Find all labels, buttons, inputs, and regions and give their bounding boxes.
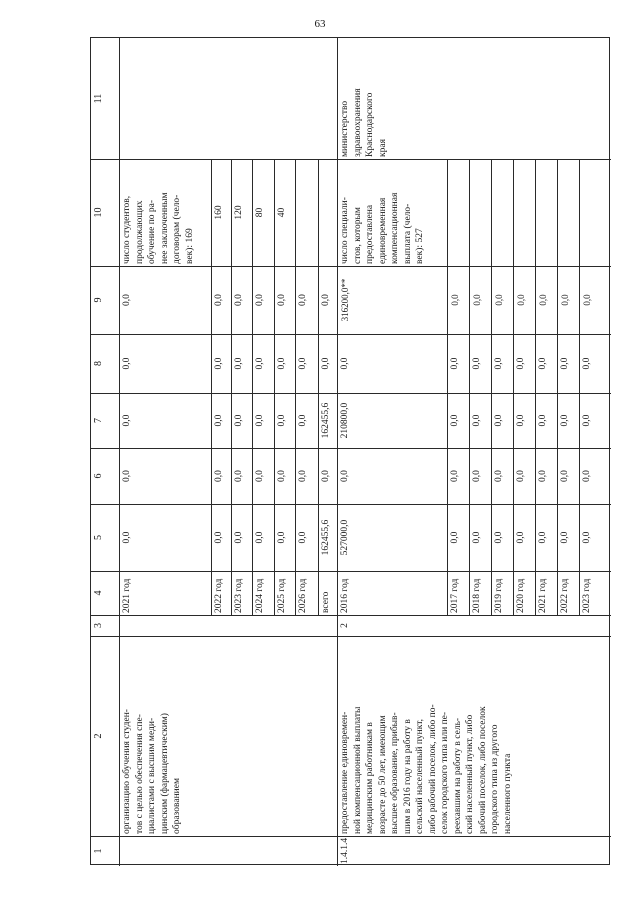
block2-c9-3: 0,0 — [494, 294, 504, 306]
grid-line — [91, 636, 611, 637]
block2-c6-3: 0,0 — [494, 470, 504, 482]
grid-line — [91, 504, 611, 505]
block2-c7-2: 0,0 — [472, 414, 482, 427]
block1-c6-1: 0,0 — [214, 470, 224, 482]
block2-c9-6: 0,0 — [560, 294, 570, 306]
block2-c5-2: 0,0 — [472, 531, 482, 544]
block1-c7-6: 162455,6 — [321, 402, 331, 439]
block1-c7-4: 0,0 — [277, 414, 287, 427]
block2-c6-5: 0,0 — [538, 470, 548, 482]
block2-c6-7: 0,0 — [582, 470, 592, 482]
block1-c6-0: 0,0 — [122, 470, 132, 482]
block1-c9-2: 0,0 — [234, 294, 244, 306]
header-cell-9: 9 — [93, 297, 104, 303]
block2-year-0: 2016 год — [340, 578, 350, 613]
block1-c9-4: 0,0 — [277, 294, 287, 306]
header-cell-3: 3 — [93, 623, 104, 628]
block1-c6-6: 0,0 — [321, 470, 331, 482]
block2-number: 1.4.1.4 — [340, 838, 350, 864]
block2-c5-7: 0,0 — [582, 531, 592, 544]
block2-c8-5: 0,0 — [538, 357, 548, 370]
block2-description: предоставление единовремен- ной компенсационной выплаты медицинским работникам в возрасте до 50 лет, имеющим высшее образование, прибыв- шим в 2016 году на работу в сельский населенный пункт, либо рабочий поселок, либо по- селок городского типа или пе- реехавшим на работу в сель- ский населенный пункт, либо рабочий поселок, либо поселок городского типа из другого населенного пункта — [340, 704, 513, 834]
block1-year-0: 2021 год — [122, 578, 132, 613]
block1-c9-1: 0,0 — [214, 294, 224, 306]
block2-c6-0: 0,0 — [340, 470, 350, 482]
block1-c5-2: 0,0 — [234, 531, 244, 544]
block2-c6-6: 0,0 — [560, 470, 570, 482]
block2-c7-3: 0,0 — [494, 414, 504, 427]
block2-c5-5: 0,0 — [538, 531, 548, 544]
block2-c5-1: 0,0 — [450, 531, 460, 544]
block1-c7-2: 0,0 — [234, 414, 244, 427]
block2-c7-7: 0,0 — [582, 414, 592, 427]
block2-year-5: 2021 год — [538, 578, 548, 613]
block2-c9-4: 0,0 — [516, 294, 526, 306]
block1-c5-6: 162455,6 — [321, 519, 331, 556]
block1-c5-1: 0,0 — [214, 531, 224, 544]
block1-c8-6: 0,0 — [321, 357, 331, 370]
grid-line — [119, 38, 120, 866]
grid-line — [535, 159, 536, 615]
header-cell-11: 11 — [93, 93, 104, 104]
grid-line — [91, 571, 611, 572]
grid-line — [513, 159, 514, 615]
block2-c7-5: 0,0 — [538, 414, 548, 427]
block2-c6-4: 0,0 — [516, 470, 526, 482]
block1-c9-5: 0,0 — [298, 294, 308, 306]
block1-c7-5: 0,0 — [298, 414, 308, 427]
grid-line — [91, 159, 611, 160]
header-cell-4: 4 — [93, 590, 104, 596]
grid-line — [91, 448, 611, 449]
grid-line — [91, 393, 611, 394]
block1-c5-3: 0,0 — [255, 531, 265, 544]
grid-line — [91, 836, 611, 837]
grid-line — [447, 159, 448, 615]
block1-c10-2: 120 — [234, 205, 244, 220]
block2-col3: 2 — [340, 623, 350, 628]
block1-indicator: число студентов, продолжающих обучение по ра- нее заключенным договорам (чело- век): 169 — [122, 192, 195, 264]
block1-c8-2: 0,0 — [234, 357, 244, 370]
block1-c8-3: 0,0 — [255, 357, 265, 370]
block1-year-3: 2024 год — [255, 578, 265, 613]
header-cell-1: 1 — [93, 848, 104, 854]
grid-line — [91, 334, 611, 335]
block2-c9-5: 0,0 — [538, 294, 548, 306]
block1-c6-5: 0,0 — [298, 470, 308, 482]
block1-c9-0: 0,0 — [122, 294, 132, 306]
block1-c8-4: 0,0 — [277, 357, 287, 370]
header-cell-10: 10 — [93, 207, 104, 218]
block1-year-4: 2025 год — [277, 578, 287, 613]
block2-c8-0: 0,0 — [340, 357, 350, 370]
block2-c7-4: 0,0 — [516, 414, 526, 427]
block1-c6-3: 0,0 — [255, 470, 265, 482]
block1-c5-4: 0,0 — [277, 531, 287, 544]
grid-line — [579, 159, 580, 615]
block1-c7-1: 0,0 — [214, 414, 224, 427]
block1-c7-0: 0,0 — [122, 414, 132, 427]
page-number: 63 — [314, 18, 326, 30]
block2-c9-0: 316200,0** — [340, 278, 350, 322]
grid-line — [211, 159, 212, 615]
block2-c6-1: 0,0 — [450, 470, 460, 482]
block2-year-6: 2022 год — [560, 578, 570, 613]
block2-c9-2: 0,0 — [472, 294, 482, 306]
block2-c8-1: 0,0 — [450, 357, 460, 370]
block2-c6-2: 0,0 — [472, 470, 482, 482]
block1-c8-5: 0,0 — [298, 357, 308, 370]
header-cell-7: 7 — [93, 418, 104, 423]
block2-c9-7: 0,0 — [582, 294, 592, 306]
grid-line — [469, 159, 470, 615]
block2-year-1: 2017 год — [450, 578, 460, 613]
block2-c5-6: 0,0 — [560, 531, 570, 544]
block1-c9-6: 0,0 — [321, 294, 331, 306]
block2-c8-7: 0,0 — [582, 357, 592, 370]
block1-c8-1: 0,0 — [214, 357, 224, 370]
header-cell-2: 2 — [93, 733, 104, 739]
block2-c9-1: 0,0 — [450, 294, 460, 306]
block1-c10-3: 80 — [255, 207, 265, 218]
block1-year-1: 2022 год — [214, 578, 224, 613]
block2-c8-6: 0,0 — [560, 357, 570, 370]
block2-year-2: 2018 год — [472, 578, 482, 613]
block2-year-4: 2020 год — [516, 578, 526, 613]
block1-c8-0: 0,0 — [122, 357, 132, 370]
budget-table — [90, 37, 610, 865]
header-cell-8: 8 — [93, 361, 104, 366]
block2-c8-2: 0,0 — [472, 357, 482, 370]
block2-c5-0: 527000,0 — [340, 519, 350, 556]
block1-year-2: 2023 год — [234, 578, 244, 613]
grid-line — [491, 159, 492, 615]
block1-description: организацию обучения студен- тов с целью обеспечения спе- циалистами с высшим меди- цинским (фармацевтическим) образованием — [122, 709, 182, 834]
block2-c7-0: 210800,0 — [340, 402, 350, 439]
block2-year-7: 2023 год — [582, 578, 592, 613]
block2-year-3: 2019 год — [494, 578, 504, 613]
grid-line — [557, 159, 558, 615]
block1-c6-4: 0,0 — [277, 470, 287, 482]
block2-c5-3: 0,0 — [494, 531, 504, 544]
grid-line — [91, 615, 611, 616]
grid-line — [91, 266, 611, 267]
header-cell-5: 5 — [93, 535, 104, 540]
block2-c8-4: 0,0 — [516, 357, 526, 370]
block2-c8-3: 0,0 — [494, 357, 504, 370]
block1-c5-0: 0,0 — [122, 531, 132, 544]
block2-indicator: число специали- стов, которым предоставлена единовременная компенсационная выплата (чело- век): 527 — [340, 192, 425, 264]
block1-c7-3: 0,0 — [255, 414, 265, 427]
block1-year-5: 2026 год — [298, 578, 308, 613]
block2-executor: министерство здравоохранения Краснодарского края — [340, 88, 388, 157]
block2-c7-1: 0,0 — [450, 414, 460, 427]
block2-c7-6: 0,0 — [560, 414, 570, 427]
grid-line — [274, 159, 275, 615]
header-cell-6: 6 — [93, 473, 104, 479]
grid-line — [318, 159, 319, 615]
block2-c5-4: 0,0 — [516, 531, 526, 544]
block1-c10-1: 160 — [214, 205, 224, 220]
block1-c6-2: 0,0 — [234, 470, 244, 482]
block1-year-6: всего — [321, 591, 331, 613]
block1-c10-4: 40 — [277, 207, 287, 218]
block1-c5-5: 0,0 — [298, 531, 308, 544]
block1-c9-3: 0,0 — [255, 294, 265, 306]
